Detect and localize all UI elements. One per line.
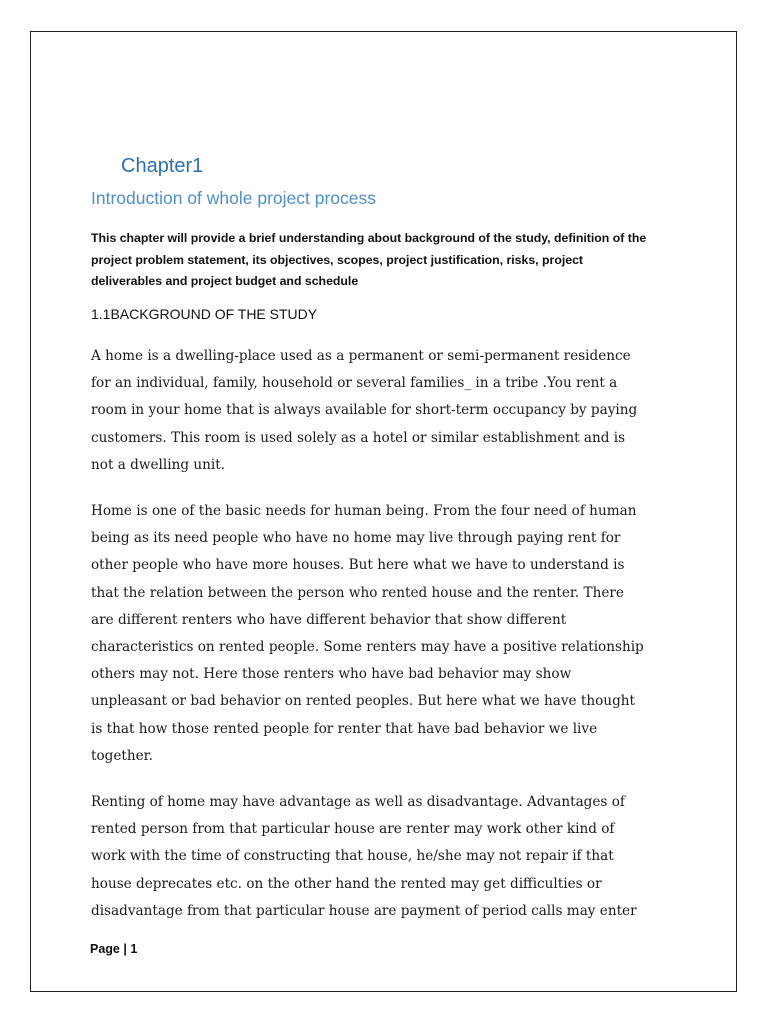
chapter-subtitle: Introduction of whole project process <box>91 188 377 208</box>
paragraph-line: others may not. Here those renters who have bad behavior may show <box>91 666 572 683</box>
paragraph-line: Home is one of the basic needs for human being. From the four need of human <box>91 503 637 519</box>
section-heading: 1.1BACKGROUND OF THE STUDY <box>91 306 318 322</box>
paragraph-line: for an individual, family, household or several families_ in a tribe .You rent a <box>91 375 618 392</box>
paragraph-line: Renting of home may have advantage as well as disadvantage. Advantages of <box>91 794 625 810</box>
paragraph-line: disadvantage from that particular house are payment of period calls may enter <box>91 902 637 919</box>
paragraph-line: is that how those rented people for renter that have bad behavior we live <box>91 720 598 737</box>
chapter-intro <box>91 228 691 293</box>
paragraph-line: work with the time of constructing that house, he/she may not repair if that <box>91 848 614 865</box>
paragraph-line: not a dwelling unit. <box>91 456 225 473</box>
paragraph-line: room in your home that is always available for short-term occupancy by paying <box>91 402 638 419</box>
paragraph-line: are different renters who have different behavior that show different <box>91 611 567 628</box>
intro-line: deliverables and project budget and schedule <box>91 274 359 288</box>
paragraph-3 <box>91 789 683 925</box>
paragraph-line: house deprecates etc. on the other hand the rented may get difficulties or <box>91 875 602 892</box>
paragraph-line: being as its need people who have no home may live through paying rent for <box>91 530 621 547</box>
paragraph-line: A home is a dwelling-place used as a permanent or semi-permanent residence <box>91 348 631 364</box>
paragraph-2 <box>91 498 683 770</box>
intro-line: project problem statement, its objectives, scopes, project justification, risks, project <box>91 252 584 267</box>
paragraph-line: characteristics on rented people. Some renters may have a positive relationship <box>91 639 644 656</box>
paragraph-line: that the relation between the person who rented house and the renter. There <box>91 584 624 601</box>
intro-line: This chapter will provide a brief understanding about background of the study, definition of the <box>91 231 647 245</box>
paragraph-line: unpleasant or bad behavior on rented peoples. But here what we have thought <box>91 693 635 710</box>
paragraph-line: customers. This room is used solely as a hotel or similar establishment and is <box>91 429 626 446</box>
paragraph-line: other people who have more houses. But here what we have to understand is <box>91 557 625 574</box>
chapter-heading: Chapter1 <box>121 155 204 177</box>
page-number-footer: Page | 1 <box>90 942 138 956</box>
paragraph-line: rented person from that particular house are renter may work other kind of <box>91 821 615 838</box>
paragraph-line: together. <box>91 747 153 764</box>
paragraph-1 <box>91 343 683 479</box>
